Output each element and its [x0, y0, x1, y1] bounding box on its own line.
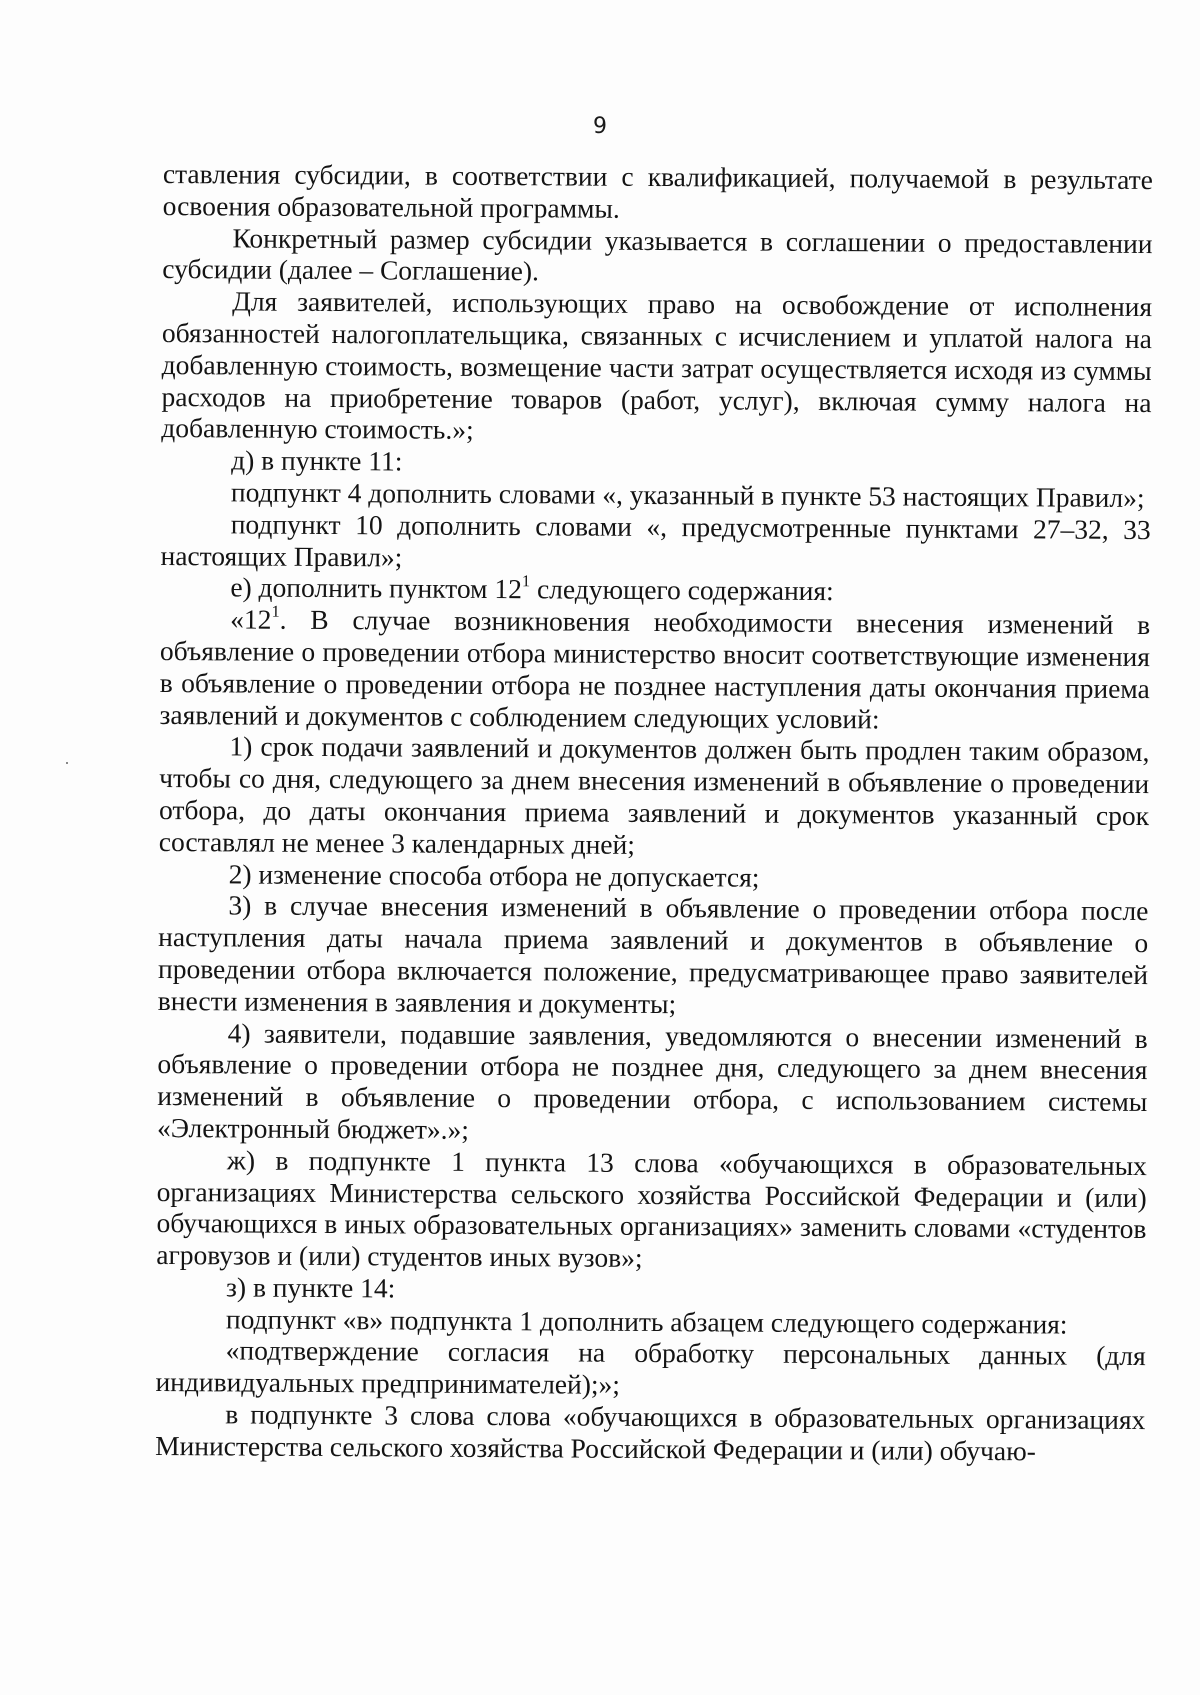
paragraph-12: 4) заявители, подавшие заявления, уведомляются о внесении изменений в объявление о проведении отбора не позднее дня, следующего за днем внесения изменений в объявление о проведении отбора, с использованием системы «Электронный бюджет».»; — [156, 1016, 1148, 1145]
paragraph-15: подпункт «в» подпункта 1 дополнить абзацем следующего содержания: — [225, 1303, 1068, 1340]
paragraph-9: 1) срок подачи заявлений и документов должен быть продлен таким образом, чтобы со дня, следующего за днем внесения изменений в объявление о проведении отбора, до даты окончания приема заявлений и документов указанный срок составлял не менее 3 календарных дней; — [158, 730, 1150, 860]
paragraph-6: подпункт 10 дополнить словами «, предусмотренные пунктами 27–32, 33 настоящих Правил»; — [160, 508, 1151, 573]
paragraph-7-superscript: 1 — [521, 570, 531, 590]
paragraph-4: д) в пункте 11: — [231, 444, 403, 477]
paragraph-11: 3) в случае внесения изменений в объявление о проведении отбора после наступления даты начала приема заявлений и документов в объявление о проведении отбора включается положение, предусматривающее право заявителей внести изменения в заявления и документы; — [157, 889, 1149, 1019]
scan-artifact — [66, 762, 68, 764]
paragraph-14: з) в пункте 14: — [226, 1271, 396, 1304]
paragraph-8-text-end: . В случае возникновения необходимости внесения изменений в объявление о проведении отбора министерство вносит соответствующие изменения в объявление о проведении отбора не позднее наступления даты окончания приема заявлений и документов с соблюдением следующих условий: — [159, 603, 1151, 734]
paragraph-2: Конкретный размер субсидии указывается в соглашении о предоставлении субсидии (далее – Соглашение). — [162, 222, 1153, 287]
paragraph-17: в подпункте 3 слова слова «обучающихся в образовательных организациях Министерства сельского хозяйства Российской Федерации и (или) обучаю- — [155, 1398, 1146, 1467]
paragraph-13: ж) в подпункте 1 пункта 13 слова «обучающихся в образовательных организациях Министерства сельского хозяйства Российской Федерации и (или) обучающихся в иных образовательных организациях» заменить словами «студентов агровузов и (или) студентов иных вузов»; — [156, 1144, 1147, 1274]
page-number: 9 — [593, 114, 607, 139]
paragraph-3: Для заявителей, использующих право на освобождение от исполнения обязанностей налогоплательщика, связанных с исчислением и уплатой налога на добавленную стоимость, возмещение части затрат осуществляется исходя из суммы расходов на приобретение товаров (работ, услуг), включая сумму налога на добавленную стоимость.»; — [161, 285, 1153, 446]
document-body — [155, 158, 1153, 1468]
paragraph-8 — [160, 603, 1151, 736]
paragraph-7-text-end: следующего содержания: — [530, 573, 834, 607]
paragraph-5: подпункт 4 дополнить словами «, указанный в пункте 53 настоящих Правил»; — [230, 476, 1145, 513]
paragraph-16: «подтверждение согласия на обработку персональных данных (для индивидуальных предпринимателей);»; — [155, 1334, 1146, 1401]
paragraph-8-superscript: 1 — [271, 601, 280, 621]
paragraph-7-text: е) дополнить пунктом 12 — [230, 571, 522, 605]
paragraph-1: ставления субсидии, в соответствии с квалификацией, получаемой в результате освоения образовательной программы. — [162, 158, 1153, 224]
paragraph-8-text: «12 — [230, 603, 272, 635]
paragraph-10: 2) изменение способа отбора не допускается; — [228, 857, 760, 893]
